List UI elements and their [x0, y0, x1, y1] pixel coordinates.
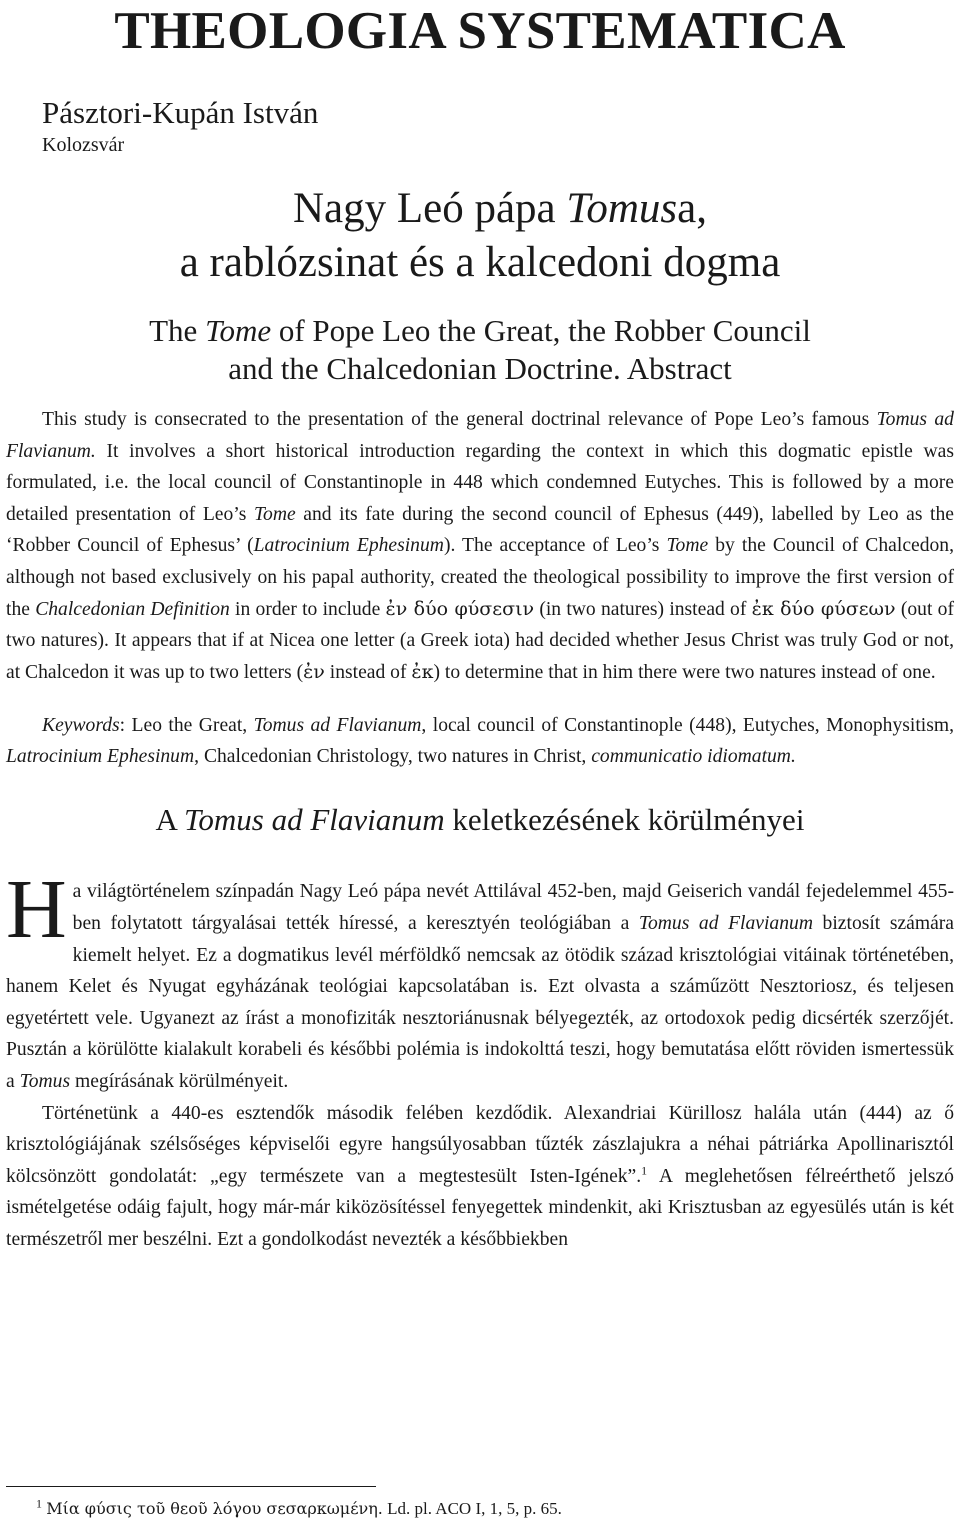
en-title-text: The	[149, 313, 206, 348]
keywords-text: , local council of Constantinople (448), Eutyches, Monophysitism,	[421, 715, 954, 737]
body-italic: Tomus	[19, 1070, 71, 1092]
abstract-paragraph	[6, 404, 954, 688]
author-affiliation: Kolozsvár	[42, 134, 125, 156]
abstract-text: ) to determine that in him there were two natures instead of one.	[433, 661, 936, 683]
title-italic: Tomus	[566, 185, 678, 232]
title-text: Nagy Leó pápa	[292, 185, 567, 232]
footnote-greek: Μία φύσις τοῦ θεοῦ λόγου σεσαρκωμένη.	[46, 1499, 383, 1518]
keywords-italic: Tomus ad Flavianum	[253, 715, 422, 737]
author-name: Pásztori-Kupán István	[42, 95, 319, 130]
body-text-run: Történetünk a 440-es esztendők második felében kezdődik. Alexandriai Kürillosz halála után (444) az ő krisztológiájának szélsőséges képviselői egyre hangsúlyosabban tűzték zászlajukra a néhai pátriárka Apollinarisztól kölcsönzött gondolatát: „egy természete van a megtestesült Isten-Igének”.	[6, 1102, 954, 1187]
greek-text: ἐκ	[411, 660, 434, 683]
abstract-italic: Tome	[666, 535, 709, 557]
en-title-italic: Tome	[205, 313, 272, 348]
abstract-italic: Tomus ad Flavianum.	[6, 409, 954, 462]
abstract-italic: Tome	[253, 503, 296, 525]
abstract-italic: Latrocinium Ephesinum	[253, 535, 444, 557]
article-title	[6, 182, 954, 290]
body-text-run: a világtörténelem színpadán Nagy Leó pápa nevét Attilával 452-ben, majd Geiserich vandál fejedelemmel 455-ben folytatott tárgyalásai tették híressé, a keresztyén teológiában a	[72, 881, 954, 934]
abstract-text: by the Council of Chalcedon, although not based exclusively on his papal authority, created the theological possibility to improve the first version of the	[6, 535, 954, 620]
article-title-line2: a rablózsinat és a kalcedoni dogma	[179, 239, 781, 286]
abstract-text: It involves a short historical introduction regarding the context in which this dogmatic epistle was formulated, i.e. the local council of Constantinople in 448 which condemned Eutyches. This is followed by a more detailed presentation of Leo’s	[6, 440, 954, 525]
drop-cap: H	[6, 863, 67, 957]
greek-text: ἐν δύο φύσεσιν	[385, 597, 535, 620]
section-title	[6, 800, 954, 840]
footnote-divider	[6, 1486, 376, 1487]
journal-title: THEOLOGIA SYSTEMATICA	[114, 2, 846, 60]
section-title-text: keletkezésének körülményei	[444, 802, 805, 838]
keywords-italic: Latrocinium Ephesinum	[6, 746, 195, 768]
keywords-paragraph	[6, 710, 954, 772]
keywords	[6, 710, 954, 772]
body-text-run: A meglehetősen félreérthető jelszó ismételgetése odáig fajult, hogy már-már kiközösítéssel fenyegettek mindenkit, aki Krisztusban az egyesülés után is két természetről mer beszélni. Ezt a gondolkodást nevezték a későbbiekben	[6, 1165, 954, 1250]
keywords-text: : Leo the Great,	[119, 715, 254, 737]
body-text	[6, 863, 955, 1255]
body-text-run: megírásának körülményeit.	[70, 1070, 289, 1092]
abstract-text: instead of	[324, 661, 412, 683]
footnote-number: 1	[36, 1496, 42, 1511]
body-paragraph-2	[6, 1098, 954, 1256]
body-paragraph-1	[6, 863, 955, 1097]
greek-text: ἐν	[303, 660, 325, 683]
abstract-text: ). The acceptance of Leo’s	[443, 535, 667, 557]
en-title-text: of Pope Leo the Great, the Robber Council	[271, 313, 811, 348]
en-title-line2: and the Chalcedonian Doctrine. Abstract	[228, 351, 732, 386]
abstract-text: (in two natures) instead of	[534, 598, 752, 620]
english-title	[6, 312, 954, 388]
keywords-label: Keywords	[42, 715, 120, 737]
section-title-italic: Tomus ad Flavianum	[183, 802, 445, 838]
body-text-run: biztosít számára kiemelt helyet. Ez a dogmatikus levél mérföldkő nemcsak az ötödik század krisztológiai vitáinak történetében, hanem Kelet és Nyugat egyházának teológiai kapcsolatában is. Ezt olvasta a száműzött Nesztoriosz, és teljesen egyetértett vele. Ugyanezt az írást a monofiziták nesztoriánusnak bélyegezték, az ortodoxok pedig dicsérték szerzőjét. Pusztán a körülötte kialakult korabeli és későbbi polémia is indokolttá teszi, hogy bemutatása előtt röviden ismertessük a	[6, 912, 955, 1092]
body-italic: Tomus ad Flavianum	[638, 912, 813, 934]
greek-text: ἐκ δύο φύσεων	[751, 597, 896, 620]
footnote-ref[interactable]: 1	[641, 1163, 648, 1178]
abstract-text: (out of two natures). It appears that if at Nicea one letter (a Greek iota) had decided whether Jesus Christ was truly God or not, at Chalcedon it was up to two letters (	[6, 598, 954, 683]
keywords-text: , Chalcedonian Christology, two natures in Christ,	[194, 746, 592, 768]
abstract-text: This study is consecrated to the presentation of the general doctrinal relevance of Pope Leo’s famous	[42, 409, 877, 430]
title-text: a,	[677, 185, 708, 232]
keywords-italic: communicatio idiomatum.	[591, 746, 796, 768]
abstract-text: and its fate during the second council of Ephesus (449), labelled by Leo as the ‘Robber Council of Ephesus’ (	[6, 503, 954, 557]
footnote-text: Ld. pl. ACO I, 1, 5, p. 65.	[382, 1499, 562, 1518]
footnote	[36, 1498, 562, 1520]
abstract-text: in order to include	[229, 598, 386, 620]
article-title-line1	[6, 182, 954, 236]
abstract	[6, 404, 954, 688]
section-title-text: A	[155, 802, 184, 838]
page	[6, 0, 954, 1255]
abstract-italic: Chalcedonian Definition	[35, 598, 230, 620]
